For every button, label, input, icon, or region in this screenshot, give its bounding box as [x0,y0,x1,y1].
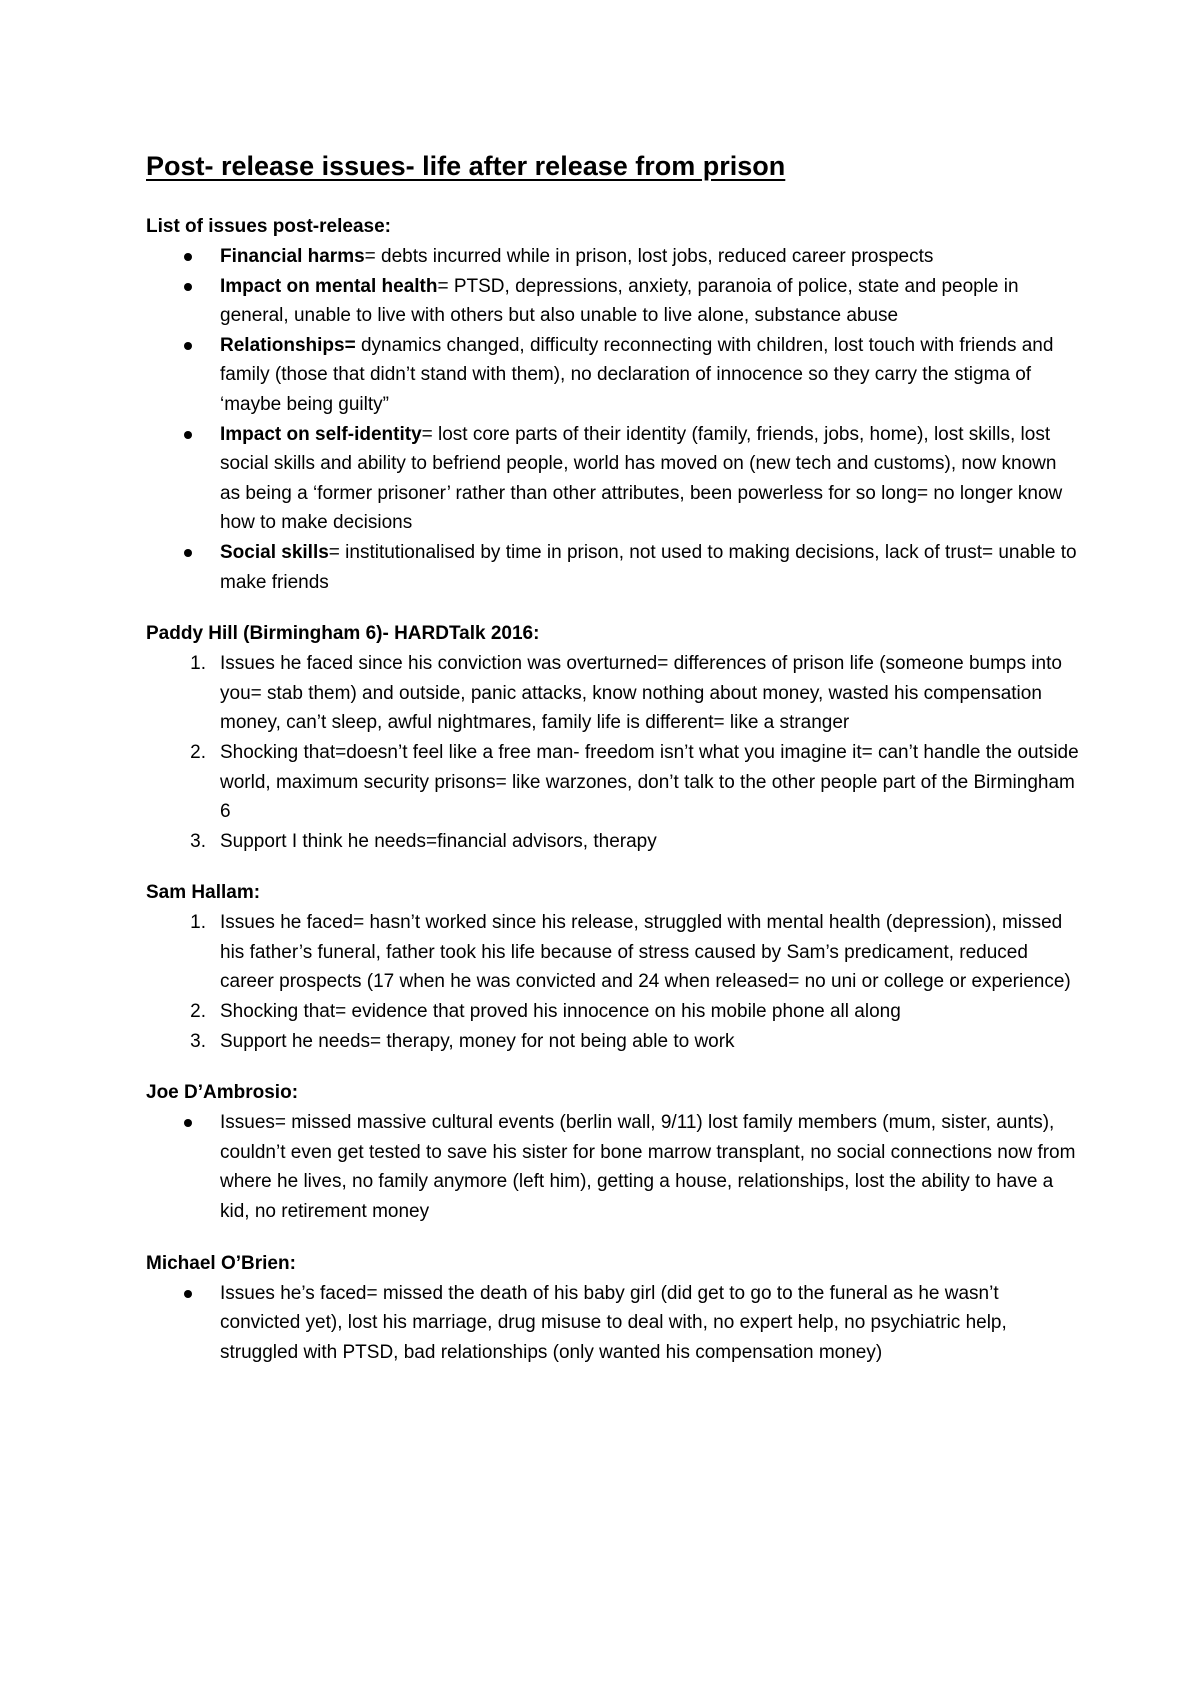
list-item [146,649,1080,738]
list-item [146,827,1080,857]
bullet-list [146,1108,1080,1226]
bullet-point-icon [184,283,192,291]
item-text: Shocking that= evidence that proved his innocence on his mobile phone all along [220,1001,901,1023]
list-item [146,272,1080,331]
item-term: Impact on mental health [220,275,438,297]
item-text: Support he needs= therapy, money for not being able to work [220,1030,735,1052]
item-text: Issues= missed massive cultural events (berlin wall, 9/11) lost family members (mum, sister, aunts), couldn’t even get tested to save his sister for bone marrow transplant, no social connections now from where he lives, no family anymore (left him), getting a house, relationships, lost the ability to have a kid, no retirement money [220,1112,1076,1223]
bullet-point-icon [184,431,192,439]
item-text: Shocking that=doesn’t feel like a free man- freedom isn’t what you imagine it= can’t handle the outside world, maximum security prisons= like warzones, don’t talk to the other people part of the Birmingham 6 [220,741,1079,823]
bullet-point-icon [184,549,192,557]
section-michael-o-brien [146,1249,1080,1368]
item-text: Issues he faced since his conviction was overturned= differences of prison life (someone bumps into you= stab them) and outside, panic attacks, know nothing about money, wasted his compensation money, can’t sleep, awful nightmares, family life is different= like a stranger [220,653,1062,734]
section-heading: Sam Hallam: [146,882,261,904]
list-item [146,331,1080,420]
list-item [146,420,1080,538]
item-term: Impact on self-identity [220,423,422,445]
list-number: 1. [190,912,206,934]
item-text: = debts incurred while in prison, lost jobs, reduced career prospects [364,246,934,267]
list-item [146,1279,1080,1368]
list-number: 1. [190,653,206,675]
list-item [146,997,1080,1027]
list-item [146,242,1080,272]
item-text: Support I think he needs=financial advisors, therapy [220,830,657,852]
list-number: 3. [190,1030,206,1052]
item-text: = lost core parts of their identity (family, friends, jobs, home), lost skills, lost social skills and ability to befriend people, world has moved on (new tech and customs), now known as being a ‘former prisoner’ rather than other attributes, been powerless for so long= no longer know how to make decisions [220,423,1063,534]
item-text: = PTSD, depressions, anxiety, paranoia of police, state and people in general, unable to live with others but also unable to live alone, substance abuse [220,275,1019,327]
item-term: Financial harms [220,246,365,267]
item-term: Social skills [220,541,329,563]
section-sam-hallam [146,878,1080,1056]
item-term: Relationships= [220,334,356,356]
section-heading: Paddy Hill (Birmingham 6)- HARDTalk 2016: [146,623,540,645]
numbered-list [146,908,1080,1056]
section-joe-d-ambrosio [146,1078,1080,1226]
document-body [146,212,1080,1367]
bullet-list [146,242,1080,597]
list-item [146,908,1080,997]
bullet-point-icon [184,1290,192,1298]
section-heading: List of issues post-release: [146,216,391,237]
document-title: Post- release issues- life after release from prison [146,151,786,181]
section-heading: Michael O’Brien: [146,1252,296,1274]
item-text: Issues he faced= hasn’t worked since his release, struggled with mental health (depression), missed his father’s funeral, father took his life because of stress caused by Sam’s predicament, reduced career prospects (17 when he was convicted and 24 when released= no uni or college or experience) [220,912,1071,993]
bullet-point-icon [184,1119,192,1127]
bullet-point-icon [184,342,192,350]
numbered-list [146,649,1080,856]
list-number: 2. [190,741,206,763]
list-item [146,738,1080,827]
list-item [146,1027,1080,1057]
list-number: 3. [190,830,206,852]
section-list-of-issues-post-release [146,212,1080,597]
bullet-point-icon [184,253,192,261]
section-paddy-hill-birmingham-6-hardtalk-2016 [146,619,1080,856]
item-text: Issues he’s faced= missed the death of his baby girl (did get to go to the funeral as he wasn’t convicted yet), lost his marriage, drug misuse to deal with, no expert help, no psychiatric help, struggled with PTSD, bad relationships (only wanted his compensation money) [220,1282,1007,1363]
list-number: 2. [190,1001,206,1023]
list-item [146,1108,1080,1226]
list-item [146,538,1080,597]
item-text: dynamics changed, difficulty reconnecting with children, lost touch with friends and family (those that didn’t stand with them), no declaration of innocence so they carry the stigma of ‘maybe being guilty” [220,334,1054,415]
bullet-list [146,1279,1080,1368]
section-heading: Joe D’Ambrosio: [146,1082,299,1104]
item-text: = institutionalised by time in prison, not used to making decisions, lack of trust= unable to make friends [220,541,1077,593]
document-page [146,146,1080,1666]
